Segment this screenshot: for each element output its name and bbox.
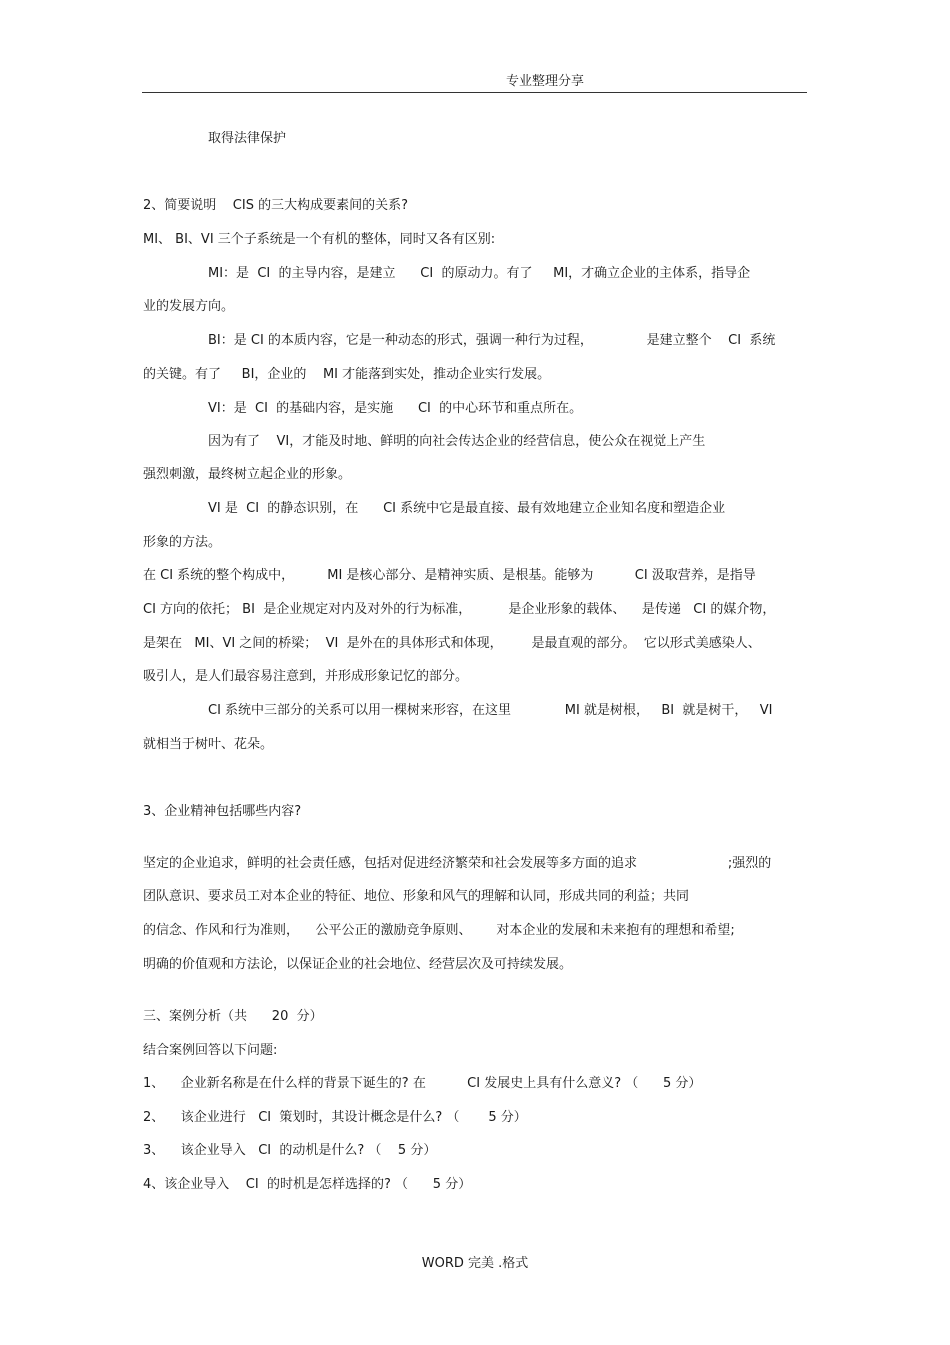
text-line: 是架在 MI、VI 之间的桥梁； VI 是外在的具体形式和体现， 是最直观的部分。 它以形式美感染人、 (143, 636, 761, 651)
text-line: MI：是 CI 的主导内容，是建立 CI 的原动力。有了 MI，才确立企业的主体系，指导企 (208, 266, 751, 281)
list-item: 3、 该企业导入 CI 的动机是什么? （ 5 分） (143, 1143, 437, 1158)
text-line: 因为有了 VI，才能及时地、鲜明的向社会传达企业的经营信息，使公众在视觉上产生 (208, 434, 706, 449)
page-header: 专业整理分享 (505, 74, 584, 89)
text-line: 就相当于树叶、花朵。 (143, 737, 274, 752)
text-line: 在 CI 系统的整个构成中， MI 是核心部分、是精神实质、是根基。能够为 CI 汲取营养，是指导 (143, 568, 756, 583)
page-footer: WORD 完美 .格式 (421, 1256, 529, 1271)
text-line: 的信念、作风和行为准则， 公平公正的激励竞争原则、 对本企业的发展和未来抱有的理想和希望; (143, 923, 735, 938)
list-item: 4、该企业导入 CI 的时机是怎样选择的? （ 5 分） (143, 1177, 472, 1192)
section-heading: 三、案例分析（共 20 分） (143, 1009, 323, 1024)
text-line: VI 是 CI 的静态识别，在 CI 系统中它是最直接、最有效地建立企业知名度和塑造企业 (208, 501, 726, 516)
text-line: 吸引人，是人们最容易注意到，并形成形象记忆的部分。 (143, 669, 469, 684)
text-line: 业的发展方向。 (143, 299, 235, 314)
text-line: 形象的方法。 (143, 535, 222, 550)
text-line: CI 方向的依托； BI 是企业规定对内及对外的行为标准， 是企业形象的载体、 是传递 CI 的媒介物， (143, 602, 776, 617)
text-line: 团队意识、要求员工对本企业的特征、地位、形象和风气的理解和认同，形成共同的利益；共同 (143, 889, 690, 904)
text-line: MI、 BI、VI 三个子系统是一个有机的整体，同时又各有区别: (143, 232, 496, 247)
text-line: 坚定的企业追求，鲜明的社会责任感，包括对促进经济繁荣和社会发展等多方面的追求 ;强烈的 (143, 856, 772, 871)
text-line: 明确的价值观和方法论，以保证企业的社会地位、经营层次及可持续发展。 (143, 957, 573, 972)
text-line: VI：是 CI 的基础内容，是实施 CI 的中心环节和重点所在。 (208, 401, 583, 416)
question-heading: 2、简要说明 CIS 的三大构成要素间的关系? (143, 198, 408, 213)
header-rule (142, 92, 807, 93)
text-line: CI 系统中三部分的关系可以用一棵树来形容，在这里 MI 就是树根， BI 就是树干， VI (208, 703, 773, 718)
text-line: 取得法律保护 (208, 131, 287, 146)
question-heading: 3、企业精神包括哪些内容? (143, 804, 302, 819)
text-line: 强烈刺激，最终树立起企业的形象。 (143, 467, 352, 482)
list-item: 1、 企业新名称是在什么样的背景下诞生的? 在 CI 发展史上具有什么意义? （ 5 分） (143, 1076, 702, 1091)
text-line: BI：是 CI 的本质内容，它是一种动态的形式，强调一种行为过程， 是建立整个 CI 系统 (208, 333, 776, 348)
text-line: 结合案例回答以下问题: (143, 1043, 278, 1058)
list-item: 2、 该企业进行 CI 策划时，其设计概念是什么? （ 5 分） (143, 1110, 527, 1125)
text-line: 的关键。有了 BI，企业的 MI 才能落到实处，推动企业实行发展。 (143, 367, 551, 382)
